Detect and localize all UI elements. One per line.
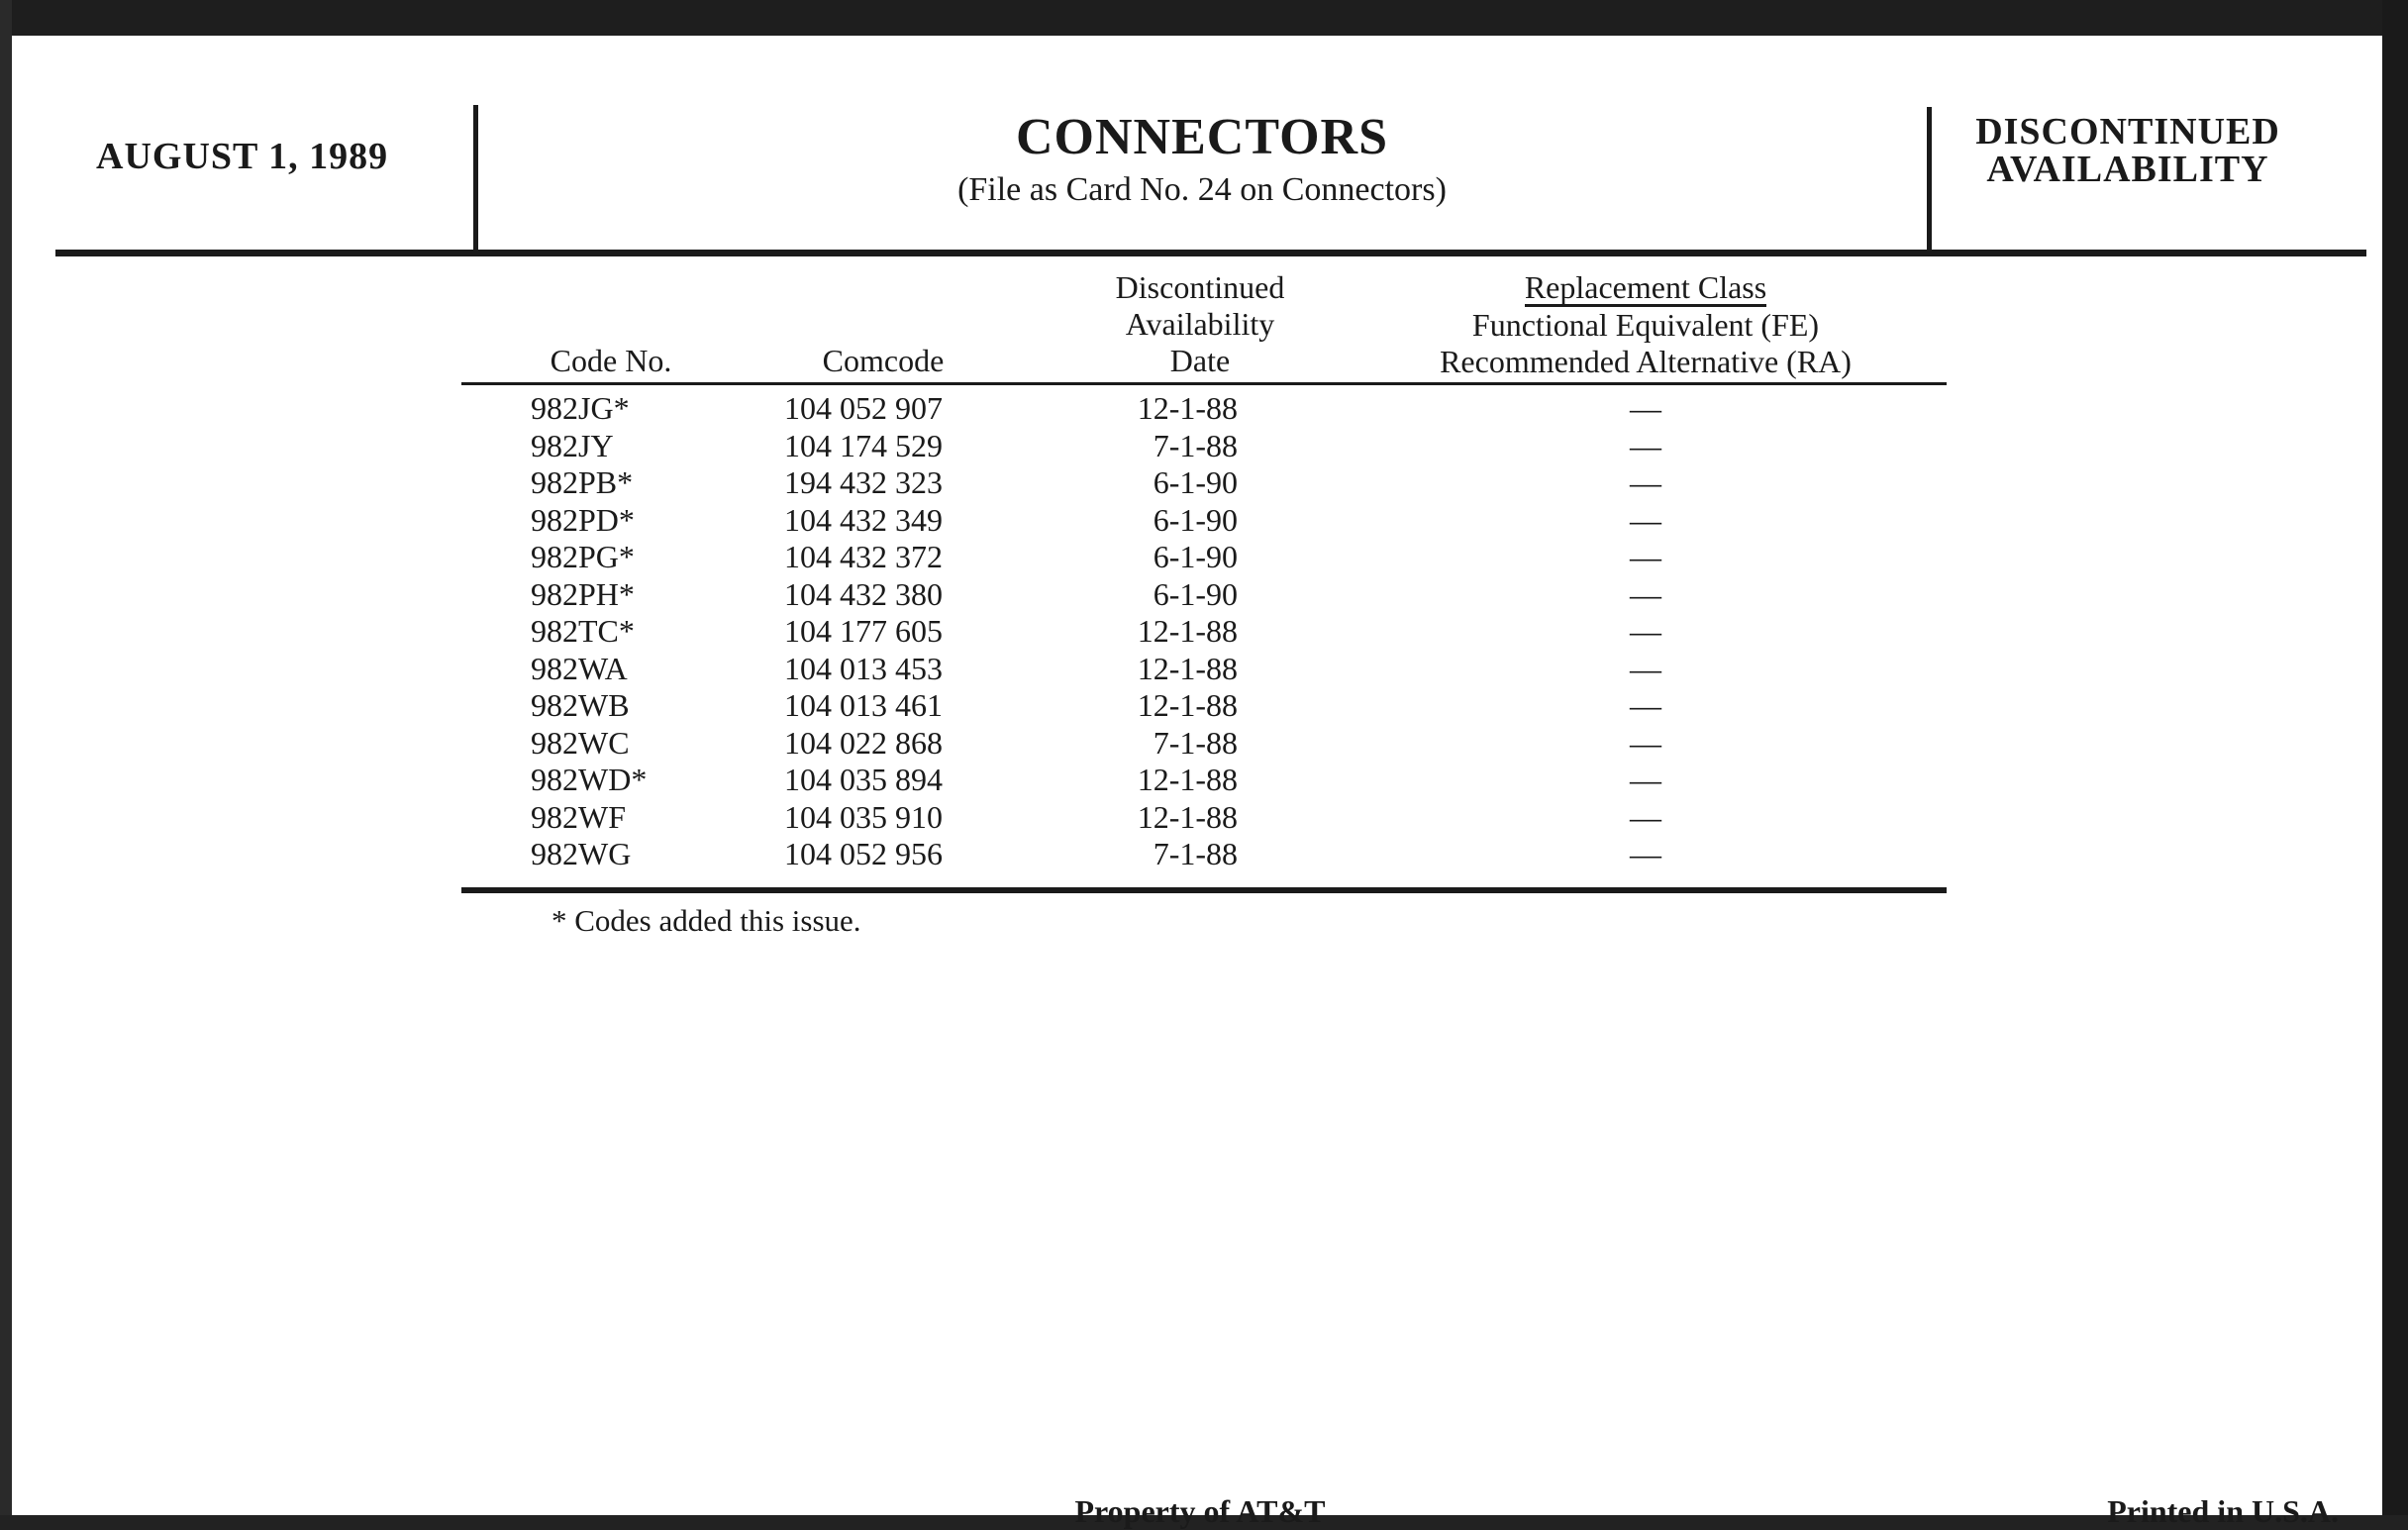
cell-code: 982PB* (531, 464, 634, 500)
cell-replacement: — (1630, 390, 1661, 426)
footer-printed: Printed in U.S.A. (2107, 1493, 2339, 1529)
cell-code: 982WD* (531, 762, 648, 797)
cell-replacement: — (1630, 762, 1661, 797)
cell-code: 982TC* (531, 613, 635, 649)
document-card (12, 36, 2382, 1529)
table-row (12, 502, 2382, 540)
table-row (12, 613, 2382, 651)
cell-code: 982JG* (531, 390, 630, 426)
cell-date: 12-1-88 (1137, 650, 1238, 686)
cell-code: 982JY (531, 427, 614, 463)
cell-replacement: — (1630, 613, 1661, 649)
cell-date: 12-1-88 (1137, 762, 1238, 797)
cell-date: 7-1-88 (1153, 836, 1238, 871)
cell-comcode: 104 174 529 (784, 427, 943, 463)
status-line-1: DISCONTINUED (1975, 111, 2280, 153)
cell-replacement: — (1630, 798, 1661, 835)
column-header-replacement-line-1: Replacement Class (1524, 269, 1767, 305)
cell-replacement: — (1630, 650, 1661, 686)
cell-date: 12-1-88 (1137, 798, 1238, 835)
status-heading (1935, 113, 2321, 188)
cell-comcode: 104 432 372 (784, 539, 943, 574)
cell-replacement: — (1630, 427, 1661, 463)
cell-date: 6-1-90 (1153, 501, 1238, 538)
cell-date: 12-1-88 (1137, 687, 1238, 723)
cell-replacement: — (1630, 539, 1661, 574)
cell-code: 982PD* (531, 501, 635, 538)
table-row (12, 725, 2382, 763)
table-row (12, 428, 2382, 465)
column-header-date-line-2: Availability (1125, 306, 1275, 342)
table-top-rule (461, 382, 1947, 385)
column-header-replacement-line-2: Functional Equivalent (FE) (1471, 307, 1820, 343)
scan-border-top (0, 0, 2408, 36)
header-rule (55, 250, 2366, 256)
table-bottom-rule (461, 887, 1947, 893)
cell-comcode: 104 035 894 (784, 762, 943, 797)
page-subtitle: (File as Card No. 24 on Connectors) (957, 171, 1447, 208)
cell-date: 12-1-88 (1137, 390, 1238, 426)
table-body (12, 390, 2382, 873)
column-header-date-line-3: Date (1169, 343, 1231, 378)
table-row (12, 836, 2382, 873)
cell-comcode: 104 052 907 (784, 390, 943, 426)
cell-comcode: 104 177 605 (784, 613, 943, 649)
cell-comcode: 104 432 380 (784, 575, 943, 612)
cell-date: 6-1-90 (1153, 464, 1238, 500)
scan-border-left (0, 0, 12, 1515)
footer-property: Property of AT&T (1074, 1493, 1326, 1529)
table-row (12, 390, 2382, 428)
table-row (12, 539, 2382, 576)
cell-code: 982PG* (531, 539, 635, 574)
cell-replacement: — (1630, 724, 1661, 761)
cell-comcode: 104 013 453 (784, 650, 943, 686)
cell-code: 982WA (531, 650, 628, 686)
cell-replacement: — (1630, 501, 1661, 538)
cell-replacement: — (1630, 687, 1661, 723)
cell-comcode: 104 432 349 (784, 501, 943, 538)
header-divider-right (1927, 107, 1932, 254)
cell-comcode: 194 432 323 (784, 464, 943, 500)
cell-replacement: — (1630, 575, 1661, 612)
cell-replacement: — (1630, 836, 1661, 871)
cell-code: 982WC (531, 724, 630, 761)
cell-code: 982WB (531, 687, 630, 723)
cell-date: 7-1-88 (1153, 427, 1238, 463)
cell-comcode: 104 022 868 (784, 724, 943, 761)
column-header-date (1052, 269, 1349, 379)
status-line-2: AVAILABILITY (1986, 149, 2269, 190)
cell-date: 6-1-90 (1153, 575, 1238, 612)
cell-code: 982WG (531, 836, 632, 871)
cell-date: 7-1-88 (1153, 724, 1238, 761)
cell-date: 12-1-88 (1137, 613, 1238, 649)
cell-code: 982PH* (531, 575, 635, 612)
table-row (12, 576, 2382, 614)
cell-date: 6-1-90 (1153, 539, 1238, 574)
column-header-code: Code No. (550, 343, 672, 378)
footnote: * Codes added this issue. (552, 903, 861, 938)
table-row (12, 762, 2382, 799)
cell-code: 982WF (531, 798, 626, 835)
table-row (12, 651, 2382, 688)
issue-date: AUGUST 1, 1989 (96, 136, 389, 177)
cell-comcode: 104 052 956 (784, 836, 943, 871)
column-header-replacement (1368, 269, 1923, 380)
page-title: CONNECTORS (1015, 109, 1388, 165)
cell-replacement: — (1630, 464, 1661, 500)
table-row (12, 687, 2382, 725)
column-header-replacement-line-3: Recommended Alternative (RA) (1440, 344, 1852, 379)
column-header-date-line-1: Discontinued (1115, 269, 1285, 305)
table-row (12, 464, 2382, 502)
table-row (12, 799, 2382, 837)
cell-comcode: 104 013 461 (784, 687, 943, 723)
cell-comcode: 104 035 910 (784, 798, 943, 835)
column-header-comcode: Comcode (822, 343, 945, 378)
scan-border-right (2382, 0, 2408, 1515)
